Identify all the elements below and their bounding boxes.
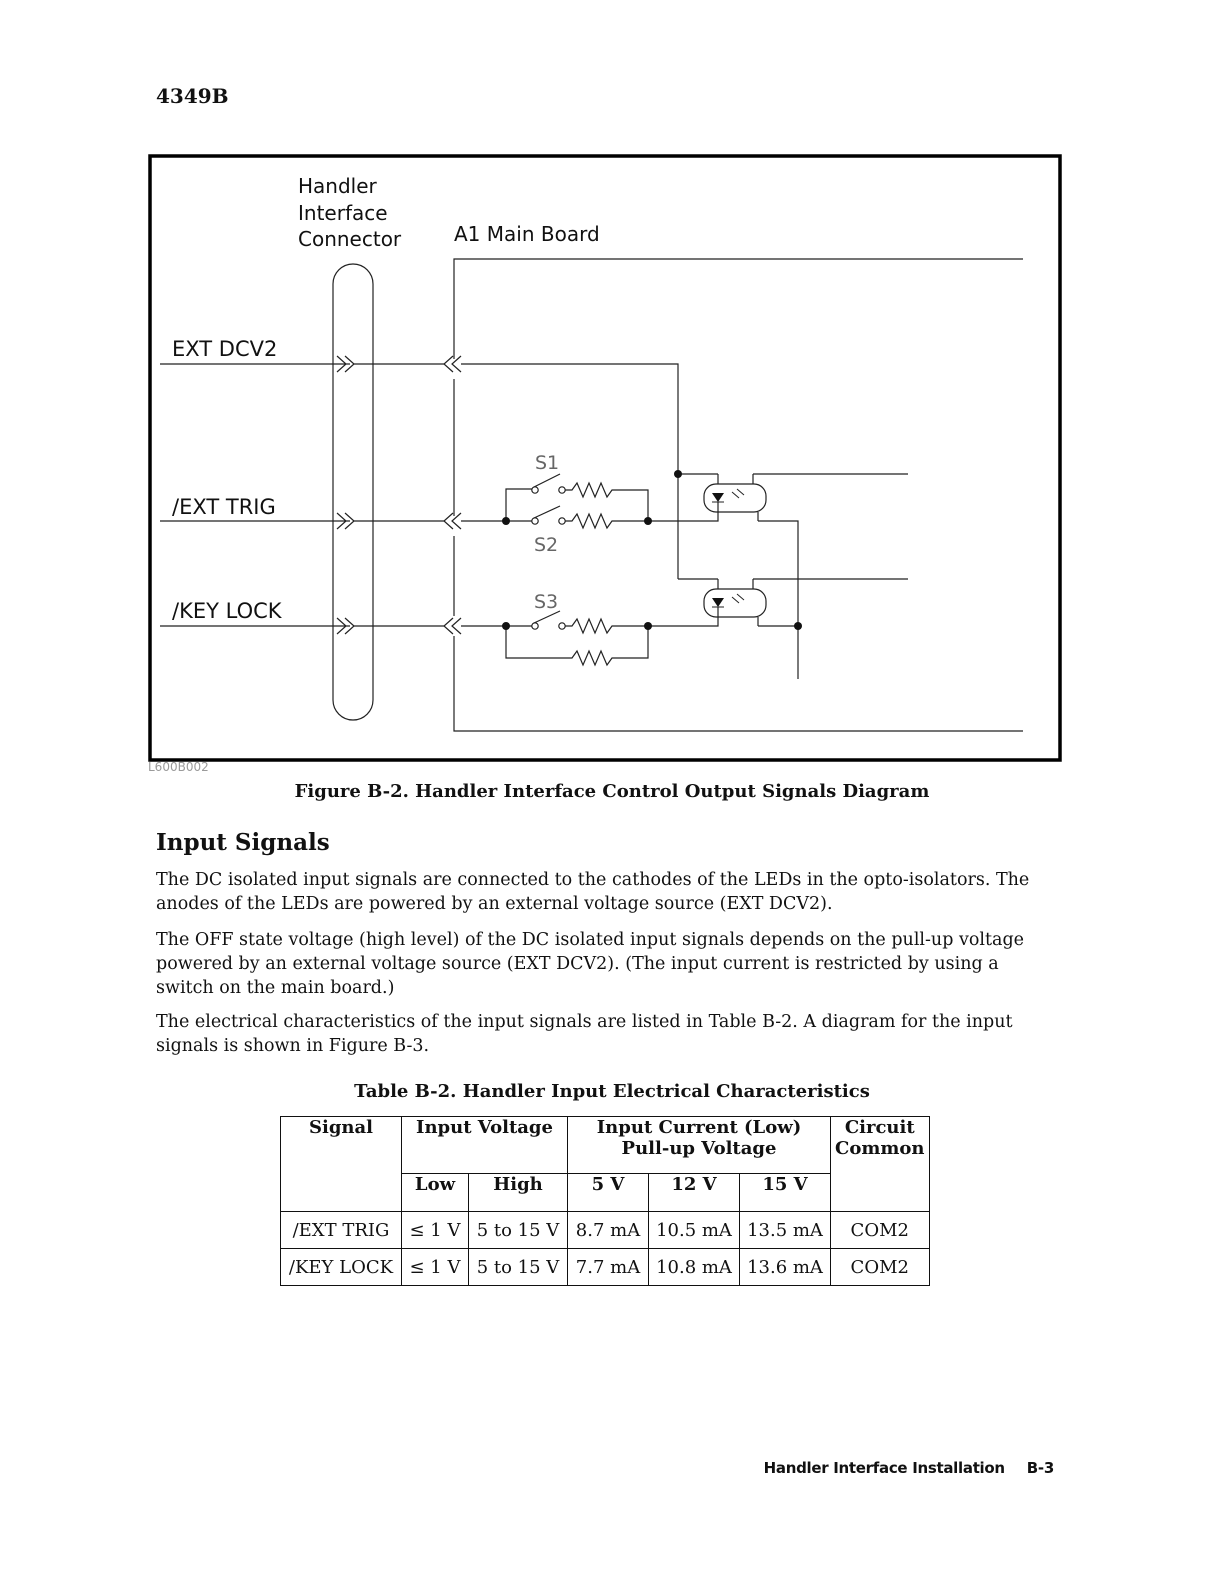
header-circuit-line1: Circuit [844, 1117, 915, 1138]
opto-isolator-2 [704, 589, 766, 617]
header-input-current [568, 1117, 831, 1174]
connector-body [333, 264, 373, 720]
label-s3: S3 [534, 591, 559, 613]
footer-page-number: B-3 [1026, 1459, 1054, 1477]
cell-low: ≤ 1 V [402, 1212, 469, 1249]
figure-code: L600B002 [148, 760, 209, 774]
table-caption: Table B-2. Handler Input Electrical Characteristics [354, 1081, 870, 1102]
opto-isolator-1 [704, 484, 766, 512]
resistor-s2 [565, 502, 718, 528]
circuit-diagram-svg [148, 154, 1063, 764]
header-12v: 12 V [649, 1174, 740, 1212]
cell-high: 5 to 15 V [469, 1212, 568, 1249]
s1-branch [506, 489, 532, 521]
chevron-ext-dcv2-left-2 [452, 356, 461, 372]
junction-dot [644, 622, 652, 630]
switch-s1-blade [534, 474, 560, 487]
figure-frame [150, 156, 1060, 760]
board-outline-top [454, 259, 1023, 359]
table-row [281, 1249, 930, 1286]
cell-signal: /KEY LOCK [281, 1249, 402, 1286]
resistor-s3 [565, 607, 718, 633]
label-ext-trig: /EXT TRIG [172, 495, 276, 519]
paragraph-3: The electrical characteristics of the input signals are listed in Table B-2. A diagram for the input signals is shown in Figure B-3. [156, 1012, 1013, 1056]
cell-12v: 10.5 mA [649, 1212, 740, 1249]
label-main-board: A1 Main Board [454, 222, 600, 246]
cell-high: 5 to 15 V [469, 1249, 568, 1286]
document-model-header: 4349B [156, 84, 229, 108]
section-title: Input Signals [156, 829, 330, 856]
cell-signal: /EXT TRIG [281, 1212, 402, 1249]
electrical-characteristics-table [280, 1116, 930, 1286]
cell-low: ≤ 1 V [402, 1249, 469, 1286]
junction-dot [674, 470, 682, 478]
junction-dot [644, 517, 652, 525]
label-s2: S2 [534, 534, 559, 556]
header-circuit-line2: Common [835, 1138, 925, 1159]
cell-5v: 8.7 mA [568, 1212, 649, 1249]
paragraph-1: The DC isolated input signals are connected to the cathodes of the LEDs in the opto-isolators. The anodes of the LEDs are powered by an external voltage source (EXT DCV2). [156, 870, 1030, 914]
header-high: High [469, 1174, 568, 1212]
cell-common: COM2 [831, 1249, 930, 1286]
board-outline-bottom [454, 636, 1023, 731]
header-input-current-line2: Pull-up Voltage [621, 1138, 777, 1159]
cell-5v: 7.7 mA [568, 1249, 649, 1286]
cell-12v: 10.8 mA [649, 1249, 740, 1286]
page-footer [764, 1459, 1054, 1477]
header-15v: 15 V [740, 1174, 831, 1212]
junction-dot [794, 622, 802, 630]
s3-bypass [506, 626, 648, 665]
label-connector-1: Handler [298, 174, 377, 198]
cell-15v: 13.6 mA [740, 1249, 831, 1286]
header-signal: Signal [281, 1117, 402, 1212]
table-row [281, 1212, 930, 1249]
figure-b2-diagram [148, 154, 1063, 764]
switch-s2-blade [534, 506, 560, 518]
label-ext-dcv2: EXT DCV2 [172, 337, 278, 361]
header-5v: 5 V [568, 1174, 649, 1212]
label-s1: S1 [535, 452, 560, 474]
paragraph-2: The OFF state voltage (high level) of the DC isolated input signals depends on the pull-up voltage powered by an external voltage source (EXT DCV2). (The input current is restricted by using a switch on the main board.) [156, 930, 1025, 998]
table-header-row [281, 1117, 930, 1174]
header-input-voltage: Input Voltage [402, 1117, 568, 1174]
wire-ext-dcv2-board [461, 364, 678, 579]
footer-section-title: Handler Interface Installation [763, 1459, 1005, 1477]
figure-caption: Figure B-2. Handler Interface Control Output Signals Diagram [294, 781, 930, 802]
junction-dot [502, 517, 510, 525]
label-connector-2: Interface [298, 201, 388, 225]
label-connector-3: Connector [298, 227, 402, 251]
label-key-lock: /KEY LOCK [172, 599, 282, 623]
header-circuit-common [831, 1117, 930, 1212]
header-low: Low [402, 1174, 469, 1212]
junction-dot [502, 622, 510, 630]
cell-common: COM2 [831, 1212, 930, 1249]
header-input-current-line1: Input Current (Low) [596, 1117, 802, 1138]
cell-15v: 13.5 mA [740, 1212, 831, 1249]
